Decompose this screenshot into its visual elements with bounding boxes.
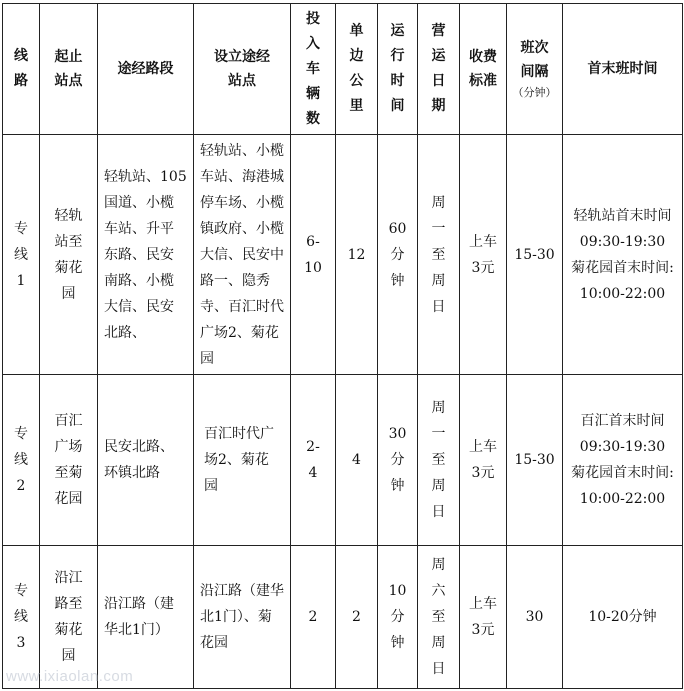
cell-interval: 15-30 xyxy=(507,135,563,375)
cell-fare: 上车3元 xyxy=(460,546,507,689)
cell-times xyxy=(563,375,683,546)
table-row xyxy=(3,375,683,546)
cell-line: 专线1 xyxy=(3,135,40,375)
cell-line: 专线3 xyxy=(3,546,40,689)
cell-stops: 轻轨站至菊花园 xyxy=(40,135,98,375)
times-line: 轻轨站首末时间 xyxy=(573,207,672,224)
header-interval: 班次间隔 （分钟） xyxy=(507,4,563,135)
cell-line: 专线2 xyxy=(3,375,40,546)
header-fare: 收费标准 xyxy=(460,4,507,135)
table-row xyxy=(3,135,683,375)
times-line: 10:00-22:00 xyxy=(579,491,666,507)
header-row xyxy=(3,4,683,135)
header-vehicles: 投入车辆数 xyxy=(291,4,336,135)
header-days: 营运日期 xyxy=(418,4,460,135)
cell-stops: 沿江路至菊花园 xyxy=(40,546,98,689)
watermark: www.ixiaolan.com xyxy=(6,668,134,685)
cell-route: 轻轨站、105国道、小榄车站、升平东路、民安南路、小榄大信、民安北路、 xyxy=(98,135,194,375)
header-stations: 设立途经站点 xyxy=(194,4,291,135)
cell-stations: 沿江路（建华北1门）、菊花园 xyxy=(194,546,291,689)
cell-days: 周一至周日 xyxy=(418,135,460,375)
header-times: 首末班时间 xyxy=(563,4,683,135)
cell-km: 2 xyxy=(336,546,378,689)
cell-times xyxy=(563,546,683,689)
header-route: 途经路段 xyxy=(98,4,194,135)
times-line: 百汇首末时间 xyxy=(580,413,665,429)
header-line: 线路 xyxy=(3,4,40,135)
header-km: 单边公里 xyxy=(336,4,378,135)
cell-vehicles: 6-10 xyxy=(291,135,336,375)
cell-days: 周六至周日 xyxy=(418,546,460,689)
cell-fare: 上车3元 xyxy=(460,135,507,375)
cell-route: 沿江路（建华北1门） xyxy=(98,546,194,689)
header-stops: 起止站点 xyxy=(40,4,98,135)
cell-route: 民安北路、环镇北路 xyxy=(98,375,194,546)
cell-interval: 30 xyxy=(507,546,563,689)
cell-stations: 百汇时代广场2、菊花园 xyxy=(194,375,291,546)
times-line: 10-20分钟 xyxy=(588,609,657,625)
cell-days: 周一至周日 xyxy=(418,375,460,546)
cell-vehicles: 2-4 xyxy=(291,375,336,546)
times-line: 10:00-22:00 xyxy=(579,285,666,302)
cell-times xyxy=(563,135,683,375)
header-duration: 运行时间 xyxy=(378,4,418,135)
cell-vehicles: 2 xyxy=(291,546,336,689)
cell-stops: 百汇广场至菊花园 xyxy=(40,375,98,546)
times-line: 09:30-19:30 xyxy=(579,233,666,250)
interval-unit: （分钟） xyxy=(512,86,557,99)
cell-fare: 上车3元 xyxy=(460,375,507,546)
times-line: 菊花园首末时间: xyxy=(571,259,674,276)
bus-route-table xyxy=(2,3,683,689)
times-line: 09:30-19:30 xyxy=(579,439,666,455)
cell-duration: 30分钟 xyxy=(378,375,418,546)
cell-km: 12 xyxy=(336,135,378,375)
cell-km: 4 xyxy=(336,375,378,546)
cell-duration: 10分钟 xyxy=(378,546,418,689)
times-line: 菊花园首末时间: xyxy=(571,465,674,481)
cell-stations: 轻轨站、小榄车站、海港城停车场、小榄镇政府、小榄大信、民安中路一、隐秀寺、百汇时代广场2、菊花园 xyxy=(194,135,291,375)
cell-interval: 15-30 xyxy=(507,375,563,546)
cell-duration: 60分钟 xyxy=(378,135,418,375)
